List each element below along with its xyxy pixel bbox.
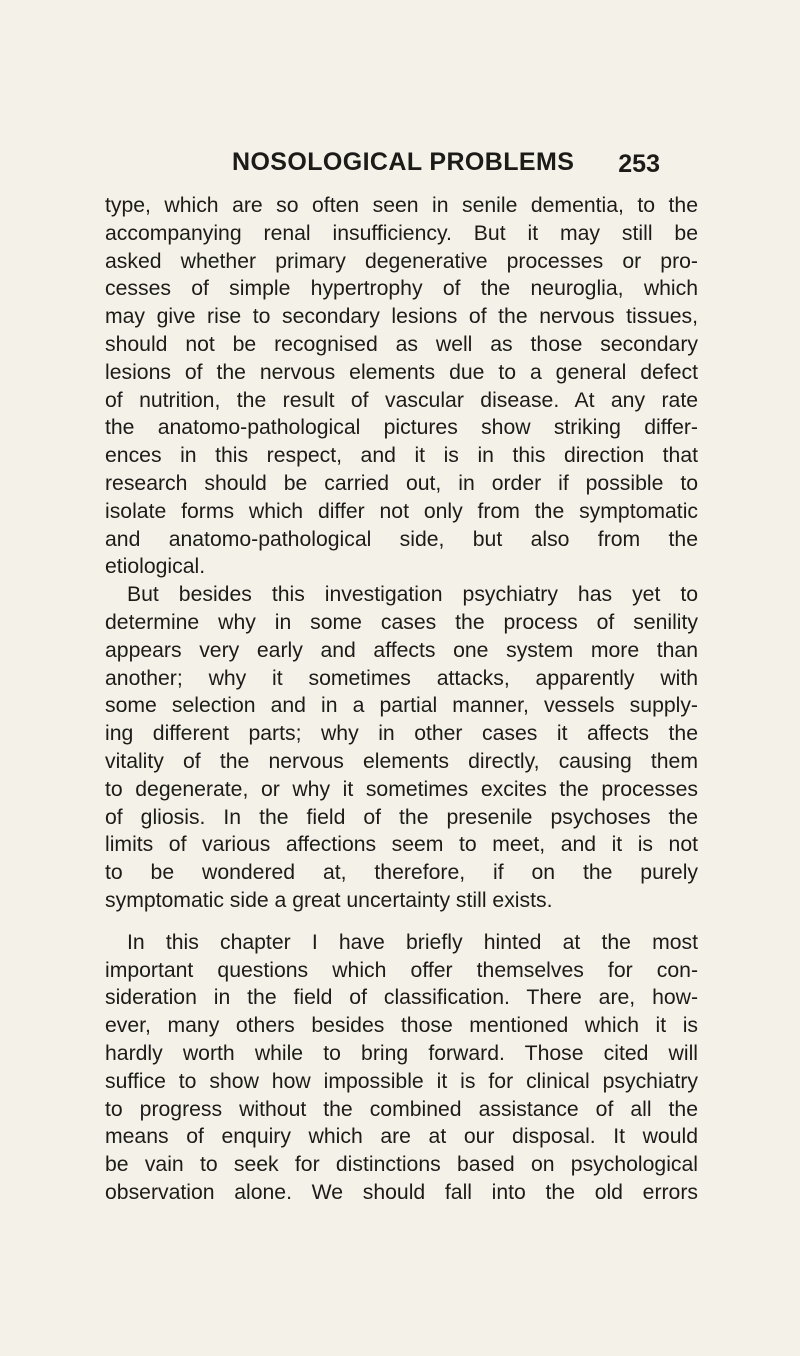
text-line: the anatomo-pathological pictures show striking differ- [105, 416, 698, 440]
text-line: etiological. [105, 555, 206, 579]
text-line: hardly worth while to bring forward. Those cited will [105, 1041, 698, 1065]
text-line: research should be carried out, in order if possible to [105, 471, 698, 495]
paragraph [105, 929, 698, 1207]
text-line: and anatomo-pathological side, but also from the [105, 527, 698, 551]
paragraph [105, 581, 698, 915]
text-line: ences in this respect, and it is in this direction that [105, 444, 698, 468]
text-line: be vain to seek for distinctions based on psychological [105, 1153, 698, 1177]
paragraph [105, 192, 698, 581]
text-line: lesions of the nervous elements due to a general defect [105, 360, 698, 384]
text-line: ever, many others besides those mentioned which it is [105, 1014, 698, 1038]
text-line: to progress without the combined assistance of all the [105, 1097, 698, 1121]
text-line: of gliosis. In the field of the presenile psychoses the [105, 805, 698, 829]
text-line: But besides this investigation psychiatry has yet to [127, 583, 698, 607]
text-line: another; why it sometimes attacks, apparently with [105, 666, 698, 690]
text-line: limits of various affections seem to meet, and it is not [105, 833, 698, 857]
running-title: NOSOLOGICAL PROBLEMS [232, 148, 575, 176]
text-line: determine why in some cases the process of senility [105, 610, 698, 634]
text-line: of nutrition, the result of vascular disease. At any rate [105, 388, 698, 412]
text-line: sideration in the field of classification. There are, how- [105, 986, 698, 1010]
text-line: isolate forms which differ not only from the symptomatic [105, 499, 698, 523]
text-line: to be wondered at, therefore, if on the purely [105, 861, 698, 885]
text-line: vitality of the nervous elements directly, causing them [105, 749, 698, 773]
text-line: suffice to show how impossible it is for clinical psychiatry [105, 1069, 698, 1093]
paragraph-gap [105, 915, 698, 929]
text-line: to degenerate, or why it sometimes excites the processes [105, 777, 698, 801]
text-line: observation alone. We should fall into the old errors [105, 1180, 698, 1204]
text-line: means of enquiry which are at our disposal. It would [105, 1125, 698, 1149]
text-line: may give rise to secondary lesions of the nervous tissues, [105, 305, 698, 329]
running-head [232, 148, 660, 188]
text-line: ing different parts; why in other cases it affects the [105, 722, 698, 746]
text-line: accompanying renal insufficiency. But it may still be [105, 221, 698, 245]
text-line: asked whether primary degenerative processes or pro- [105, 249, 698, 273]
text-line: important questions which offer themselves for con- [105, 958, 698, 982]
text-line: type, which are so often seen in senile dementia, to the [105, 194, 698, 217]
text-line: some selection and in a partial manner, vessels supply- [105, 694, 698, 718]
text-line: should not be recognised as well as those secondary [105, 332, 698, 356]
body-text [105, 192, 698, 1207]
text-line: symptomatic side a great uncertainty still exists. [105, 888, 553, 912]
text-line: cesses of simple hypertrophy of the neuroglia, which [105, 277, 698, 301]
page-number: 253 [618, 150, 660, 178]
text-line: appears very early and affects one system more than [105, 638, 698, 662]
text-line: In this chapter I have briefly hinted at the most [127, 930, 698, 954]
